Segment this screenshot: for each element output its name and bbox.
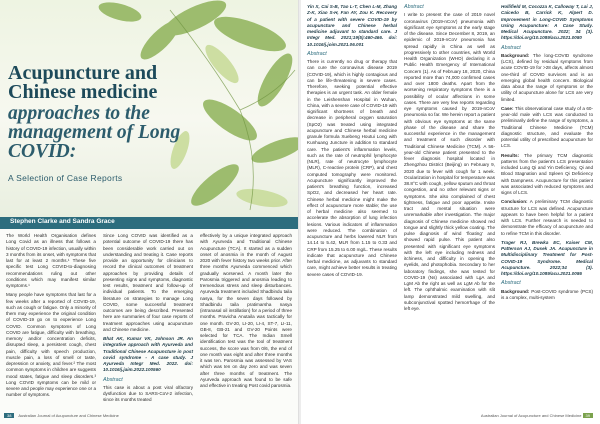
page-subtitle: approaches to the management of Long COVID: — [8, 103, 181, 162]
journal-name: Australian Journal of Acupuncture and Chinese Medicine — [18, 413, 119, 418]
paragraph: Many people have symptoms that last for a few weeks after a reported of COVID-19, such as cough or fatigue. Only a minority of them may experience the original condition of COVID-19 go on to experience Long COVID. Common symptoms of Long COVID are fatigue, difficulty with breathing, memory and/or concentration deficits, disrupted sleep, a persistent cough, chest pain, difficulty with speech production, muscle pain, a loss of smell or taste, depression or anxiety, and fever.² The most common symptoms in children are suggests mood states, fatigue and sleep disorders.³ Long COVID symptoms can be mild or severe and people may experience one or a number of symptoms. — [6, 292, 96, 398]
abstract-section: Background: The long-COVID syndrome (LCS), defined by residual symptoms from acute COVID-19 for >28 days, affects almost one-third of COVID survivors and is an emerging global health concern. Biological data about the range of symptoms or the utility of acupuncture alone for LCS are very limited. — [501, 52, 593, 102]
authors: Stephen Clarke and Sandra Grace — [10, 218, 115, 225]
paragraph: This case is about a post viral olfactory dysfunction due to SARS-CoV-2 infection, since its months treated — [103, 384, 193, 403]
abstract-section: Background: Post-COVID syndrome (PCS) is a complex, multi-system — [501, 288, 593, 300]
abstract-heading: Abstract — [307, 50, 327, 57]
left-footer — [4, 413, 119, 418]
abstract-section: Case: This observational case study of a 60-year-old male with LCS was conducted to preliminarily define the range of symptoms, a Traditional Chinese Medicine (TCM) diagnostic structure, and evaluate the potential utility of prescribed acupuncture for LCS. — [501, 105, 593, 149]
page-number: 38 — [4, 413, 14, 418]
left-page — [0, 0, 299, 424]
journal-name: Australian Journal of Acupuncture and Chinese Medicine — [480, 413, 582, 418]
paragraph: Since Long COVID was identified as a potential outcome of COVID-19 there has been considerable work carried out on understanding and treating it. Case reports provide an opportunity for clinicians to record the clinical outcomes of treatment approaches by providing details of presenting signs and symptoms, diagnostic test results, treatment and follow-up of individual patients. To the emerging literature on strategies to manage Long COVID, some successful treatment outcomes are being described. Presented here are summaries of four case reports of treatment approaches using acupuncture and Chinese medicine. — [103, 233, 193, 332]
paragraph: effectively by a unique integrated approach with Ayurveda and Traditional Chinese Acupuncture (TCA). It started as a sudden onset of anosmia in the month of August 2020 with fever history two weeks prior. After three months Ayurveda commenced which gradually worsened. A month later the Parosmia triggered and anosmia leading to tremendous stress and sleep disturbances. Ayurveda treatment included Shadbindu taila nasya, for the seven days followed by Shadbindu taila pratimarsha nasya (intranasal oil instillation) for a period of three months. Pravicha Anutaila was tactically for one month. GV-20, LI-20, LI-4, ST-7, LI-11, GB-8, GB-21 and GV-20 Points were selected for TCA. The Indian Smell identification test was the tool of treatment success, the score was from 0/6, the end of one month was eight and after three months it was ten. Parosmia was assessed by VAS which was ten on day zero and was seven after three months of treatment. The Ayurveda approach was found to be safe and effective in treating Post covid parosmia. — [200, 233, 292, 388]
reference-citation: Trager RJ, Brewka EC, Kaiser CM, Patterson AJ, Dusek JA. Acupuncture in Multidisciplinary Treatment for Post-COVID-19 Syndrome. Medical Acupuncture. 2022;34 (3). https://doi.org/10.1089/acu.2021.0086 — [501, 239, 593, 276]
left-column-2 — [103, 233, 193, 407]
left-column-3 — [200, 233, 292, 392]
left-column-1 — [6, 233, 96, 402]
abstract-heading: Abstract — [501, 44, 521, 51]
paragraph: I write to present the case of 2019 novel coronavirus (2019-nCoV) pneumonia with significant eye symptoms at the early stage of the disease. Since December 8, 2019, an epidemic of 2019-nCoV pneumonia has spread rapidly in China as well as progressively to other countries, with World Health Organization (WHO) declaring it a Public Health Emergency of International Concern (1). As of February 18, 2020, China reported more than 74,000 confirmed cases and over 1800 deaths. Apart from the worsening respiratory symptoms there is a possibility of ocular affections in some cases. There are very few reports regarding eye symptoms caused by 2019-nCoV pneumonia so far. We herein report a patient with obvious eye symptoms at the same phase of the disease and share the successful experience in the management and treatment of such disorder with Traditional Chinese Medicine (TCM). A 56-year-old Chinese patient presented to the fever diagnosis hospital located in Zhengzhou District (Beijing) on February 9, 2020 due to fever with cough for 1 week. Ocularization in hospital for temperature was 38.8°C with cough, yellow sputum and throat congestion, and no other relevant signs or symptoms. She also complained of chest tightness, fatigue and poor appetite. Insite tract and mental situation were unremarkable after investigation. The major diagnosis of Chinese medicine showed red tongue and slightly thick yellow coating. The pulse diagnosis of wind ‘floating’ and showed rapid pulse. This patient also presented with significant eye symptoms with the left eye including redness and itchiness, and difficulty in opening the eyelids, and photophobia. Secondary to her laboratory findings, she was tested for COVID-19 (Ns) associated with LgA and LgM Ab the right as well as LgM Ab for the left. The ophthalmic examination with slit lamp demonstrated mild swelling, and subconjunctival spotted hemorrhage of the left eye. — [404, 12, 495, 311]
abstract-heading: Abstract — [404, 4, 424, 10]
abstract-section: Conclusion: A preliminary TCM diagnostic structure for LCS was defined. Acupuncture appears to have been helpful for a patient with LCS. Further research is needed to demonstrate the efficacy of acupuncture and to refine TCM in this disorder. — [501, 199, 593, 236]
hero-leaves-image — [0, 0, 299, 217]
right-column-3 — [501, 4, 593, 304]
right-column-2 — [404, 4, 495, 315]
abstract-heading: Abstract — [501, 280, 521, 287]
reference-citation: Hollifield M, Cocozza K, Calloway T, Lai J, Caicedo B, Carrick K, Alpert D. Improvement in Long-COVID Symptoms Using Acupuncture: A Case Study. Medical Acupuncture. 2022; 34 (3). https://doi.org/10.1089/acu.2021.0080 — [501, 4, 593, 41]
right-footer — [481, 413, 596, 418]
abstract-heading: Abstract — [103, 376, 123, 383]
abstract-section: Results: The primary TCM diagnostic patterns from the patient's LCS presentation included Lung Qi and Yin Deficiency, Qi and Blood Stagnation and Spleen Qi Deficiency with Dampness. Acupuncture for this patient was associated with reduced symptoms and signs of LCS. — [501, 152, 593, 195]
right-page — [301, 0, 600, 424]
paragraph: There is currently no drug or therapy that can cure the coronavirus disease 2019 (COVID-19), which is highly contagious and can be life-threatening in severe cases. Therefore, seeking potential effective therapies is an urgent task. An older female in the Leishenshan Hospital in Wuhan, China, with a severe case of COVID-19 with significant shortness of breath and decrease in peripheral oxygen saturation (SpO2) was treated using integrated acupuncture and Chinese herbal medicine granule formula Xuebeng Houtui Long with Kunhuang Juncture in addition to standard care. The patient's inflammation levels, such as the rate of neutrophil lymphocyte (NLR), rate of neutrocyte lymphocyte (MLR), C-reactive protein (CRP), and chest computed tomography were monitored. Acupuncture significantly improved the patient's breathing function, increased SpO2, and decreased her heart rate. Chinese herbal medicine might make the effect of acupuncture more stable; the use of herbal medicine also seemed to accelerate the absorption of lung infection lesions. Various indicators of inflammation were reduced. The combination of acupuncture and herbs lowered NLR from 14.14 to 5.42, MLR from 1.15 to 0.33 and CRP from 15.25 to 6.00 mg/L. These results indicate that acupuncture and Chinese herbal medicine, as adjuvants to standard care, might achieve better results in treating severe cases of COVID-19. — [307, 59, 397, 277]
paragraph: The World Health Organisation defines Long Covid as an illness that follows a history of COVID-19 infection, usually within 3 months from its onset, with symptoms that last for at least 2 months.¹ These five specific test Long COVID-to-diagnosing recommendations ruling out other conditions which may manifest similar symptoms.¹ — [6, 233, 96, 288]
reference-citation: Yin X, Cai S-B, Tao L-T, Chen L-M, Zhang Z-K, Xiao S-H, Fan AY, Zou K. Recovery of a patient with severe COVID-19 by acupuncture and Chinese herbal medicine adjuvant to standard care. J Integr Med. 2021;19(5):460-466. doi: 10.1016/j.joim.2021.06.001 — [307, 4, 397, 47]
series-label: A Selection of Case Reports — [8, 173, 123, 183]
page-title: Acupuncture and Chinese medicine — [8, 62, 158, 103]
page-number: 39 — [583, 413, 593, 418]
right-column-1 — [307, 4, 397, 281]
authors-bar — [0, 217, 299, 229]
reference-citation: Bhat AK, Kumar VK, Johnson JR. An integrative approach with Ayurveda and Traditional Chinese Acupuncture in post covid syndrome - A case study. J Ayurveda Integr Med. 2022. doi: 10.1016/j.jaim.2022.100560 — [103, 336, 193, 373]
